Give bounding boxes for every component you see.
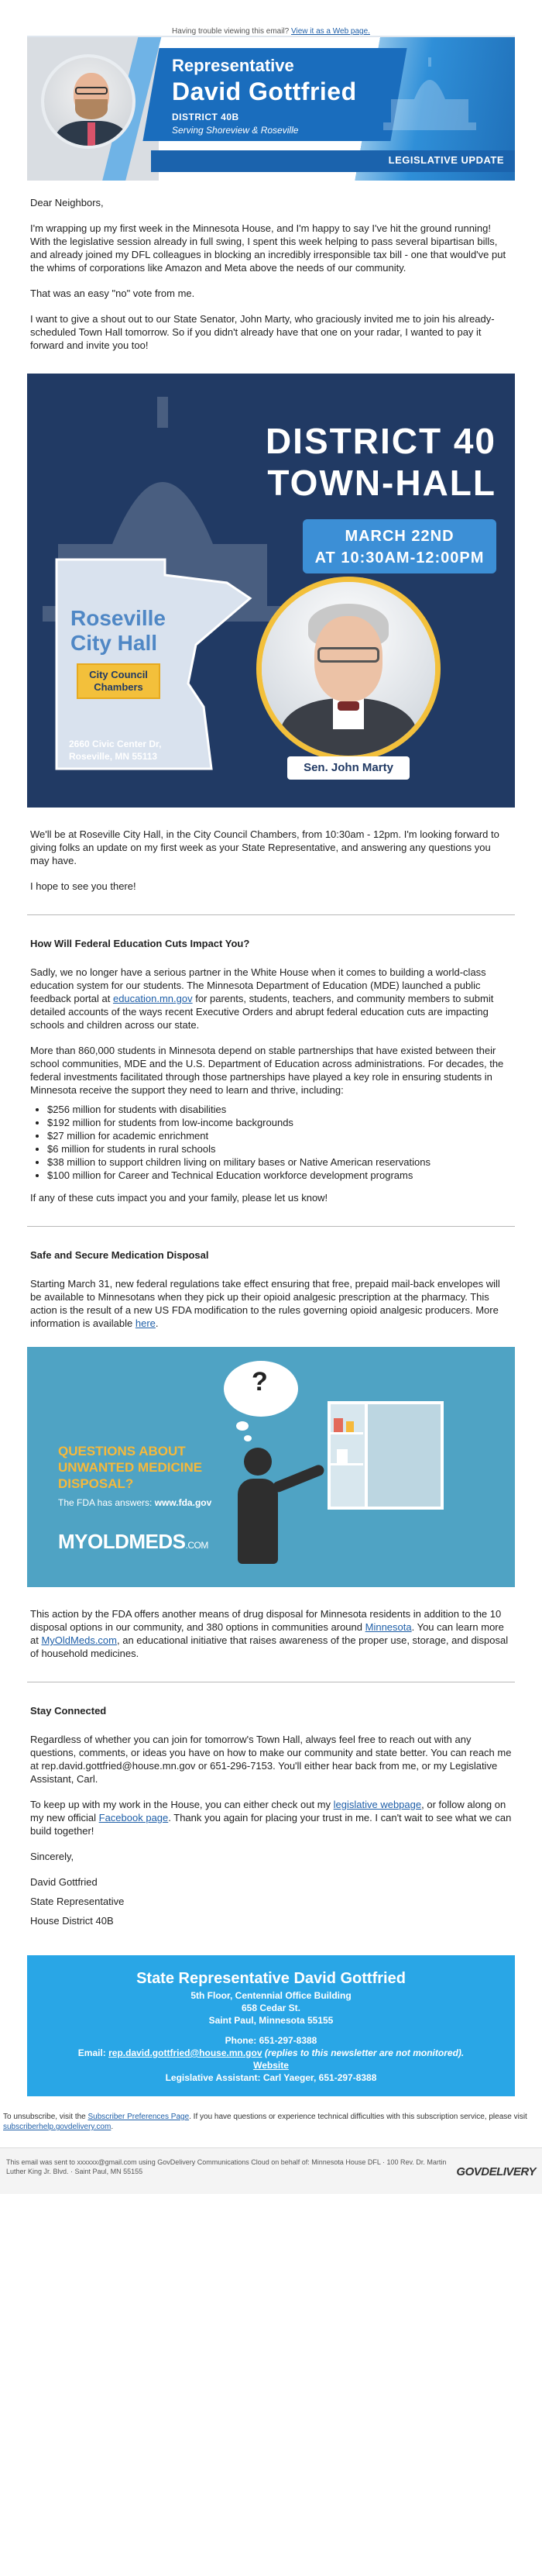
more-information-link[interactable]: here bbox=[135, 1317, 156, 1329]
question-mark: ? bbox=[252, 1367, 268, 1396]
connected-paragraph-2 bbox=[30, 1798, 512, 1837]
see-you-paragraph: I hope to see you there! bbox=[30, 880, 136, 892]
logo-suffix: .COM bbox=[185, 1540, 208, 1551]
footer-address-2: 658 Cedar St. bbox=[241, 2003, 301, 2013]
unsubscribe-text-2: . If you have questions or experience technical difficulties with this subscription service, please visit bbox=[189, 2113, 527, 2121]
unsubscribe-text: To unsubscribe, visit the bbox=[3, 2113, 88, 2121]
email-container bbox=[27, 36, 515, 2096]
education-paragraph-1 bbox=[30, 966, 512, 1031]
list-item: • $256 million for students with disabilities bbox=[47, 1103, 512, 1116]
footer-email-label: Email: bbox=[77, 2047, 109, 2058]
education-p1-text: Sadly, we no longer have a serious partner in the White House when it comes to building a world-class education system for our students. The Minnesota Department of Education (MDE) launched a public feedback portal at bbox=[30, 966, 486, 1004]
sent-to-text: This email was sent to xxxxxx@gmail.com using GovDelivery Communications Cloud on behalf of: Minnesota House DFL · 100 Rev. Dr. Martin Luther King Jr. Blvd. · Saint Paul, MN 55155 bbox=[6, 2158, 447, 2175]
connected-p2-text-2: , or follow along on my new official bbox=[30, 1799, 506, 1824]
disposal-question bbox=[58, 1443, 202, 1492]
person-figure-arm bbox=[271, 1463, 325, 1493]
banner-title-name: David Gottfried bbox=[172, 77, 357, 105]
flyer-date-box bbox=[303, 519, 496, 573]
disposal-question-line-1: QUESTIONS ABOUT bbox=[58, 1444, 186, 1458]
flyer-time: AT 10:30AM-12:00PM bbox=[314, 549, 485, 567]
footer-email bbox=[43, 2047, 499, 2059]
salutation: Dear Neighbors, bbox=[30, 197, 104, 208]
footer-email-note: (replies to this newsletter are not monitored). bbox=[262, 2047, 465, 2058]
legislative-webpage-link[interactable]: legislative webpage bbox=[333, 1799, 422, 1810]
list-item: • $192 million for students from low-income backgrounds bbox=[47, 1116, 512, 1129]
myoldmeds-logo bbox=[58, 1530, 208, 1554]
medication-p2-text-2: . You can learn more at bbox=[30, 1621, 504, 1646]
banner-subtitle: Serving Shoreview & Roseville bbox=[172, 125, 299, 136]
contact-footer bbox=[27, 1955, 515, 2096]
fda-answer-text: The FDA has answers: bbox=[58, 1497, 155, 1508]
senator-name-label: Sen. John Marty bbox=[287, 756, 410, 780]
fda-answer bbox=[58, 1497, 211, 1508]
representative-avatar bbox=[41, 54, 136, 149]
flyer-address-line-2: Roseville, MN 55113 bbox=[69, 751, 158, 762]
footer-email-link[interactable]: rep.david.gottfried@house.mn.gov bbox=[108, 2047, 262, 2058]
flyer-date: MARCH 22ND bbox=[345, 528, 455, 545]
education-title: How Will Federal Education Cuts Impact You? bbox=[30, 938, 250, 949]
banner-title-representative: Representative bbox=[172, 56, 294, 75]
flyer-address bbox=[69, 738, 161, 763]
flyer-city-line-2: City Hall bbox=[70, 631, 158, 655]
person-figure-body bbox=[238, 1479, 278, 1564]
view-web-page-link[interactable]: View it as a Web page. bbox=[291, 27, 370, 36]
logo-main: MYOLDMEDS bbox=[58, 1530, 186, 1553]
flyer-city-hall bbox=[70, 606, 166, 656]
medication-p2-text-3: , an educational initiative that raises awareness of the proper use, storage, and disposal of household medicines. bbox=[30, 1634, 509, 1659]
flyer-address-line-1: 2660 Civic Center Dr, bbox=[69, 739, 162, 749]
list-item: • $100 million for Career and Technical Education workforce development programs bbox=[47, 1169, 512, 1182]
education-paragraph-3: If any of these cuts impact you and your family, please let us know! bbox=[30, 1192, 328, 1204]
cabinet-shelf bbox=[331, 1463, 363, 1465]
connected-section bbox=[27, 1704, 515, 1927]
unsubscribe-note bbox=[0, 2096, 542, 2132]
capitol-watermark-icon bbox=[376, 53, 484, 138]
footer-title: State Representative David Gottfried bbox=[136, 1970, 406, 1987]
header-banner bbox=[27, 36, 515, 181]
person-figure bbox=[244, 1448, 272, 1476]
pill-bottle-icon bbox=[337, 1449, 348, 1463]
disposal-question-line-2: UNWANTED MEDICINE bbox=[58, 1460, 203, 1475]
cabinet-door bbox=[365, 1401, 444, 1510]
education-portal-link[interactable]: education.mn.gov bbox=[112, 993, 193, 1004]
cabinet-shelf bbox=[331, 1432, 363, 1434]
medication-section-continued bbox=[27, 1607, 515, 1660]
list-item: • $27 million for academic enrichment bbox=[47, 1129, 512, 1142]
education-p1-text-end: for parents, students, teachers, and community members to submit detailed accounts of the ways recent Executive Orders and abrupt federal education cuts are impacting schools and children across our state. bbox=[30, 993, 494, 1031]
footer-website-link[interactable]: Website bbox=[253, 2060, 289, 2071]
medication-section bbox=[27, 1248, 515, 1330]
fda-url: www.fda.gov bbox=[154, 1497, 212, 1508]
letter-paragraph-1: I'm wrapping up my first week in the Minnesota House, and I'm happy to say I've hit the ground running! With the legislative session already in full swing, I spent this week helping to pass several bipartisan bills, and already joined my DFL colleagues in blocking an incredibly irresponsible tax bill - one that would've put the whims of corporations like Amazon and Meta above the needs of our community. bbox=[30, 222, 506, 274]
thought-dot bbox=[244, 1435, 252, 1441]
letter-paragraph-2: That was an easy "no" vote from me. bbox=[30, 288, 195, 299]
senator-portrait bbox=[256, 577, 441, 761]
education-paragraph-2: More than 860,000 students in Minnesota depend on stable partnerships that have existed between their school communities, MDE and the U.S. Department of Education across administrations. For decades, the federal investments facilitated through those partnerships have played a key role in ensuring students in Minnesota receive the support they need to learn and thrive, including: bbox=[30, 1045, 504, 1096]
unsubscribe-text-3: . bbox=[111, 2123, 114, 2131]
section-divider bbox=[27, 914, 515, 915]
town-hall-paragraph: We'll be at Roseville City Hall, in the City Council Chambers, from 10:30am - 12pm. I'm looking forward to giving folks an update on my first week as your State Representative, and answering any questions you may have. bbox=[30, 828, 499, 866]
medication-paragraph-1 bbox=[30, 1277, 512, 1330]
town-hall-flyer bbox=[27, 374, 515, 808]
connected-paragraph-1: Regardless of whether you can join for tomorrow's Town Hall, always feel free to reach out with any questions, comments, or ideas you have on how to make our community and state better. You can reach me at rep.david.gottfried@house.mn.gov or 651-296-7153. You'll either hear back from me, or my Legislative Assistant, Carl. bbox=[30, 1734, 512, 1785]
education-section bbox=[27, 937, 515, 1204]
minnesota-disposal-link[interactable]: Minnesota bbox=[365, 1621, 412, 1633]
footer-assistant: Legislative Assistant: Carl Yaeger, 651-297-8388 bbox=[165, 2072, 377, 2083]
facebook-page-link[interactable]: Facebook page bbox=[98, 1812, 169, 1824]
letter-paragraph-3: I want to give a shout out to our State Senator, John Marty, who graciously invited me to join his already-scheduled Town Hall tomorrow. So if you didn't already have that one on your radar, I wanted to pay it forward and invite you too! bbox=[30, 313, 495, 351]
flyer-chambers-label: City Council Chambers bbox=[77, 663, 160, 699]
subscriber-help-link[interactable]: subscriberhelp.govdelivery.com bbox=[3, 2123, 111, 2131]
town-hall-details bbox=[27, 828, 515, 893]
medication-p1-text-end: . bbox=[155, 1317, 159, 1329]
section-divider bbox=[27, 1226, 515, 1227]
banner-district: DISTRICT 40B bbox=[172, 112, 239, 122]
disposal-question-line-3: DISPOSAL? bbox=[58, 1476, 134, 1491]
thought-dot bbox=[236, 1421, 249, 1431]
footer-address-3: Saint Paul, Minnesota 55155 bbox=[208, 2015, 334, 2026]
flyer-title-line-2: TOWN-HALL bbox=[267, 463, 496, 503]
signature-title: State Representative bbox=[30, 1896, 125, 1907]
closing: Sincerely, bbox=[30, 1851, 74, 1862]
flyer-title-line-1: DISTRICT 40 bbox=[265, 421, 496, 461]
footer-phone: Phone: 651-297-8388 bbox=[225, 2035, 317, 2046]
letter-body bbox=[27, 196, 515, 352]
medication-p2-text: This action by the FDA offers another means of drug disposal for Minnesota residents in addition to the 10 disposal options in our community, and 380 options in communities around bbox=[30, 1608, 502, 1633]
flyer-city-line-1: Roseville bbox=[70, 606, 166, 630]
legislative-update-badge: LEGISLATIVE UPDATE bbox=[388, 154, 504, 166]
signature-name: David Gottfried bbox=[30, 1876, 98, 1888]
medication-title: Safe and Secure Medication Disposal bbox=[30, 1249, 209, 1261]
view-in-browser-note bbox=[0, 0, 542, 36]
myoldmeds-link[interactable]: MyOldMeds.com bbox=[41, 1634, 117, 1646]
connected-title: Stay Connected bbox=[30, 1705, 107, 1717]
top-note-text: Having trouble viewing this email? bbox=[172, 27, 290, 36]
list-item: • $6 million for students in rural schools bbox=[47, 1142, 512, 1155]
connected-p2-text: To keep up with my work in the House, you can either check out my bbox=[30, 1799, 334, 1810]
subscriber-preferences-link[interactable]: Subscriber Preferences Page bbox=[87, 2113, 190, 2121]
funding-list bbox=[47, 1103, 512, 1182]
footer-address-1: 5th Floor, Centennial Office Building bbox=[190, 1990, 352, 2001]
medicine-disposal-graphic bbox=[27, 1347, 515, 1587]
pill-bottle-icon bbox=[334, 1418, 343, 1432]
medication-paragraph-2 bbox=[30, 1607, 512, 1660]
signature-district: House District 40B bbox=[30, 1915, 114, 1927]
govdelivery-footer bbox=[0, 2147, 542, 2194]
pill-bottle-icon bbox=[346, 1421, 354, 1432]
govdelivery-logo: GOVDELIVERY bbox=[456, 2165, 536, 2178]
medication-p1-text: Starting March 31, new federal regulations take effect ensuring that free, prepaid mail-back envelopes will be available to Minnesotans when they pick up their opioid analgesic prescription at the pharmacy. This action is the result of a new US FDA modification to the rules governing opioid analgesic producers. More information is available bbox=[30, 1278, 500, 1329]
connected-p2-text-3: . Thank you again for placing your trust in me. I can't wait to see what we can build together! bbox=[30, 1812, 512, 1837]
list-item: • $38 million to support children living on military bases or Native American reservations bbox=[47, 1155, 512, 1169]
